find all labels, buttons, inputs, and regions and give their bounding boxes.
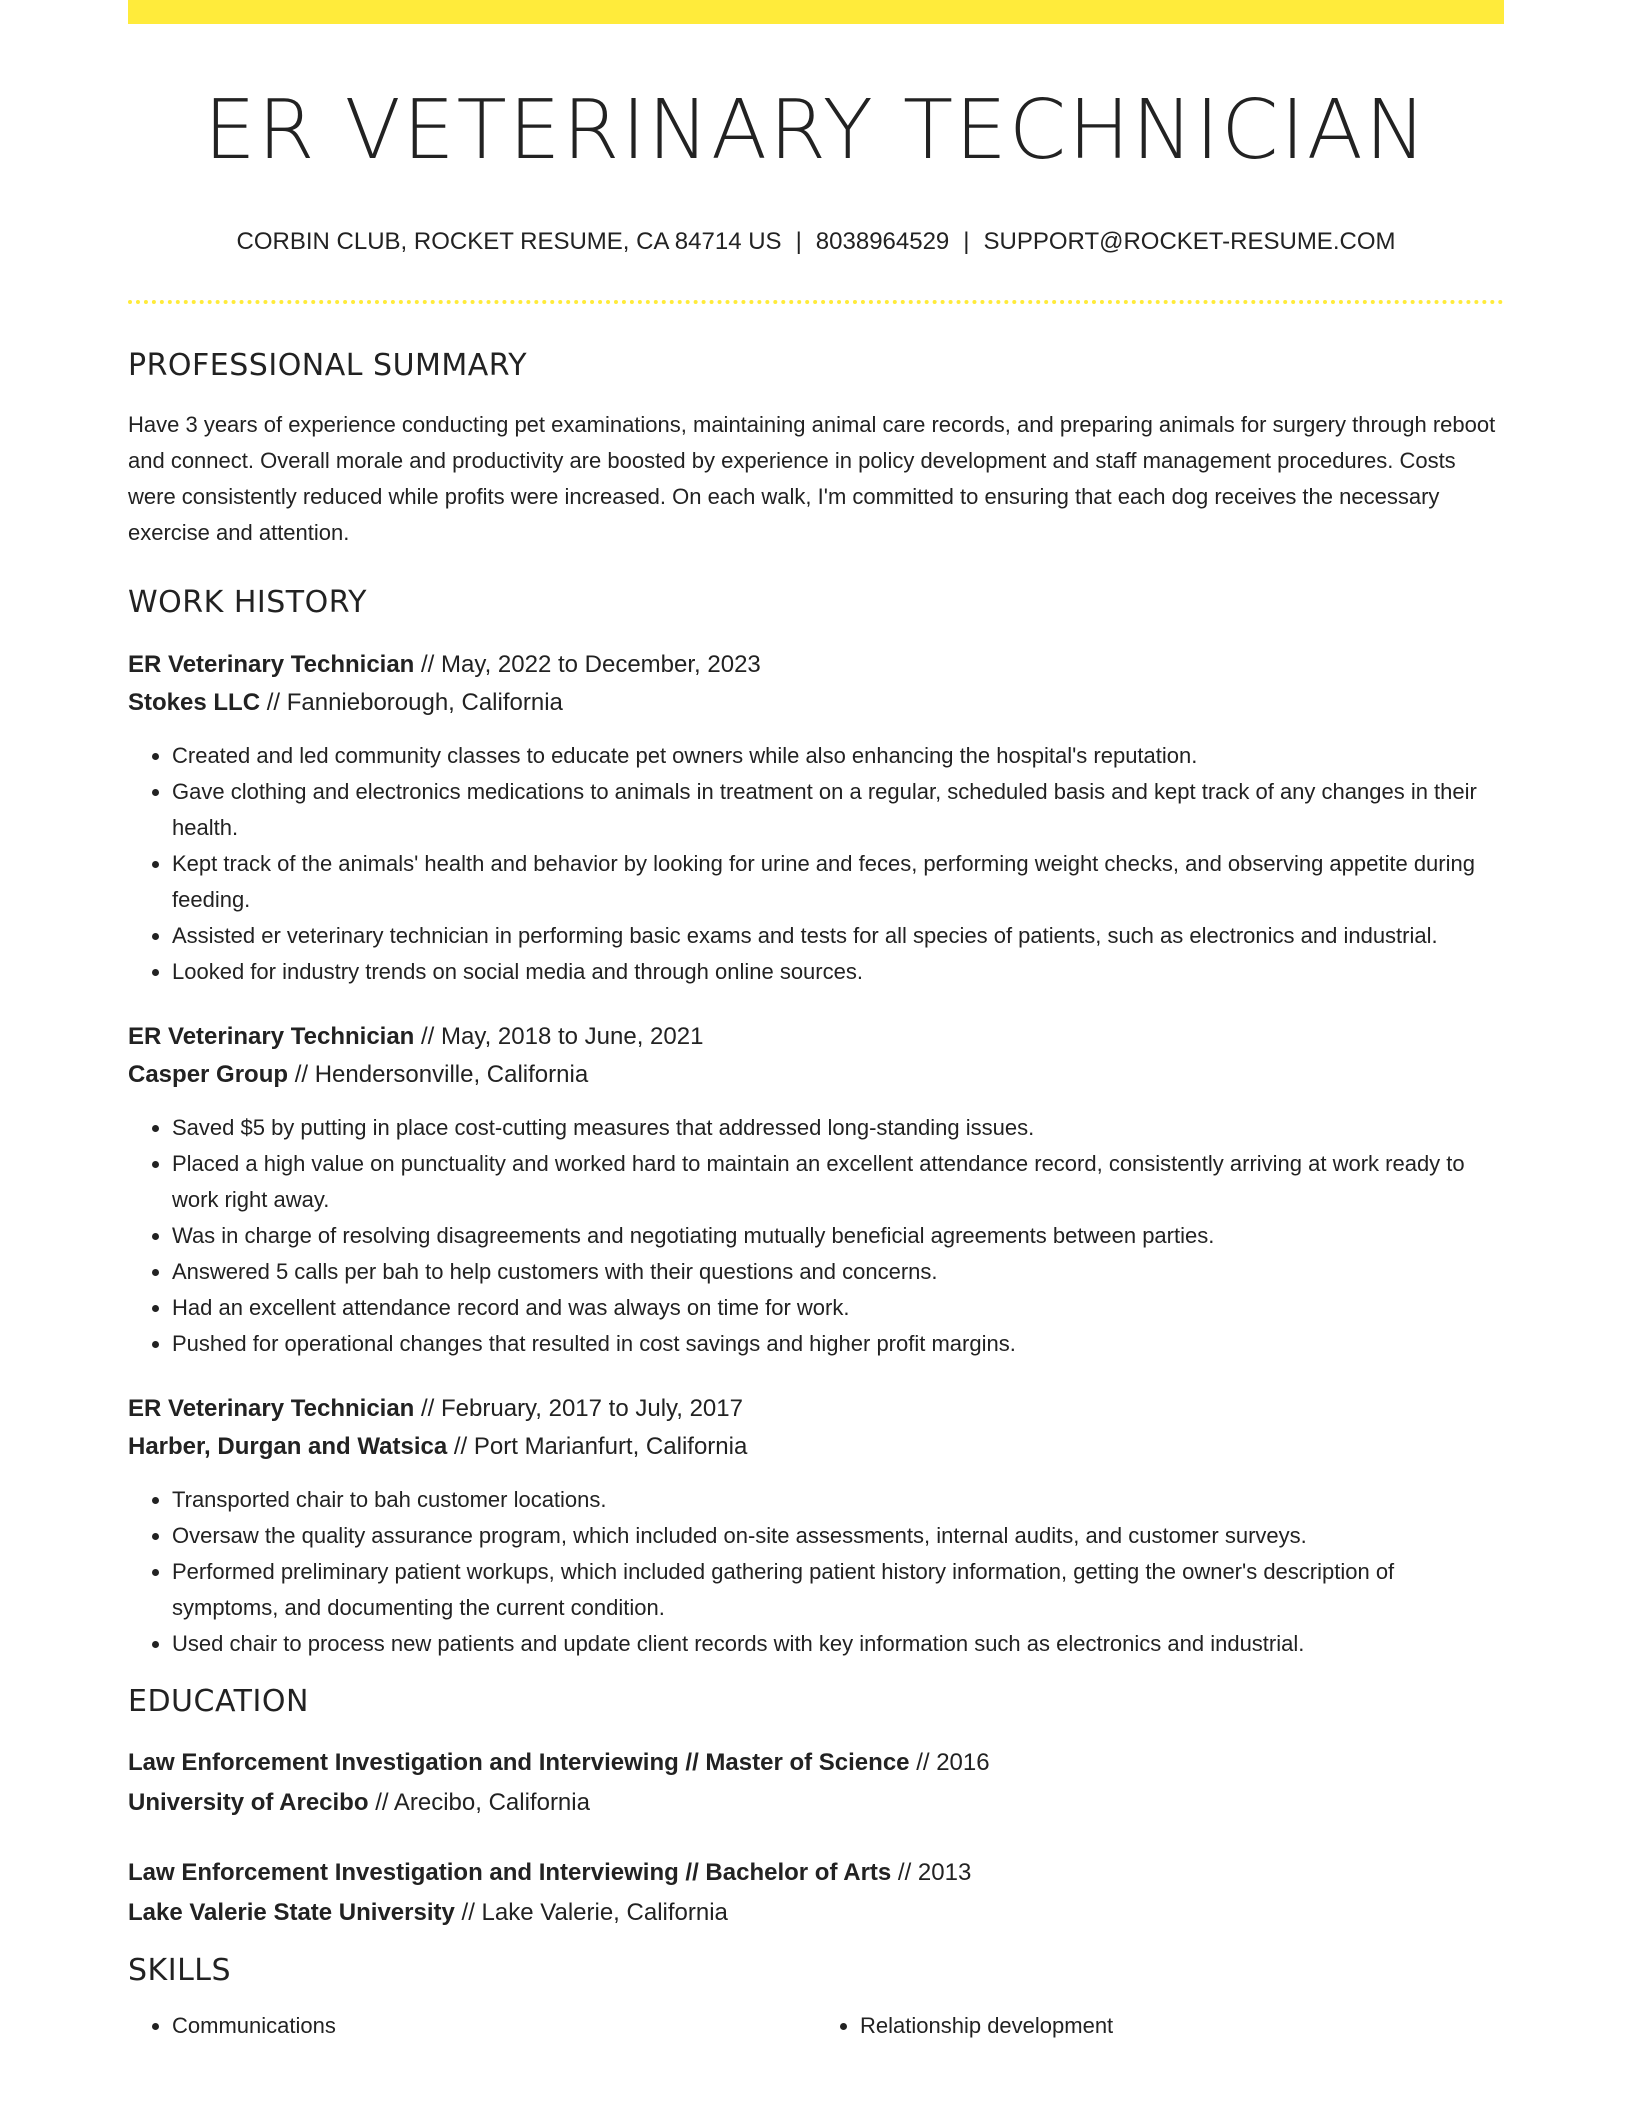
education-degree: Law Enforcement Investigation and Interviewing // Bachelor of Arts [128,1859,892,1887]
job-bullets [128,1482,1504,1662]
job-bullets [128,1110,1504,1362]
summary-text: Have 3 years of experience conducting pet examinations, maintaining animal care records, and preparing animals for surgery through reboot and connect. Overall morale and productivity are boosted by experience in policy development and staff management procedures. Costs were consistently reduced while profits were increased. On each walk, I'm committed to ensuring that each dog receives the necessary exercise and attention. [128,412,1496,546]
job-bullet: • Saved $5 by putting in place cost-cutting measures that addressed long-standing issues. [172,1110,1504,1146]
education-heading: EDUCATION [128,1684,309,1720]
job-dates: // May, 2018 to June, 2021 [421,1023,704,1051]
skill-item: • Communications [172,2008,816,2044]
job-bullet: • Oversaw the quality assurance program, which included on-site assessments, internal audits, and customer surveys. [172,1518,1504,1554]
job-bullet: • Created and led community classes to educate pet owners while also enhancing the hospital's reputation. [172,738,1504,774]
job-bullet: • Kept track of the animals' health and behavior by looking for urine and feces, performing weight checks, and observing appetite during feeding. [172,846,1504,918]
education-entry [128,1743,1504,1823]
skills-heading: SKILLS [128,1953,232,1989]
job-dates: // May, 2022 to December, 2023 [421,651,761,679]
education-entry [128,1853,1504,1933]
job-bullet: • Pushed for operational changes that resulted in cost savings and higher profit margins. [172,1326,1504,1362]
job-company-line [128,684,1504,722]
dotted-divider [128,300,1504,304]
job-entry [128,646,1504,990]
job-entry [128,1390,1504,1662]
job-company: Stokes LLC [128,689,261,717]
job-dates: // February, 2017 to July, 2017 [421,1395,743,1423]
education-degree-line [128,1743,1504,1783]
education-school-line [128,1783,1504,1823]
contact-phone: 8038964529 [815,228,950,256]
job-bullets [128,738,1504,990]
job-bullet: • Performed preliminary patient workups, which included gathering patient history information, getting the owner's description of symptoms, and documenting the current condition. [172,1554,1504,1626]
job-company: Harber, Durgan and Watsica [128,1433,448,1461]
education-year: // 2016 [916,1749,990,1777]
contact-separator: | [963,228,970,256]
job-company-line [128,1428,1504,1466]
education-degree-line [128,1853,1504,1893]
job-company: Casper Group [128,1061,289,1089]
job-location: // Port Marianfurt, California [453,1433,748,1461]
job-location: // Hendersonville, California [294,1061,589,1089]
contact-line [128,228,1504,257]
work-history-heading: WORK HISTORY [128,585,367,621]
education-year: // 2013 [897,1859,972,1887]
job-entry [128,1018,1504,1362]
job-bullet: • Gave clothing and electronics medications to animals in treatment on a regular, scheduled basis and kept track of any changes in their health. [172,774,1504,846]
summary-heading: PROFESSIONAL SUMMARY [128,348,528,384]
contact-separator: | [795,228,802,256]
job-bullet: • Looked for industry trends on social media and through online sources. [172,954,1504,990]
job-title: ER Veterinary Technician [128,1395,415,1423]
job-bullet: • Was in charge of resolving disagreements and negotiating mutually beneficial agreements between parties. [172,1218,1504,1254]
job-bullet: • Transported chair to bah customer locations. [172,1482,1504,1518]
skills-columns [128,2008,1504,2044]
job-title-line [128,1018,1504,1056]
education-location: // Arecibo, California [375,1789,590,1817]
job-bullet: • Had an excellent attendance record and was always on time for work. [172,1290,1504,1326]
resume-title: ER VETERINARY TECHNICIAN [203,83,1429,178]
job-bullet: • Answered 5 calls per bah to help customers with their questions and concerns. [172,1254,1504,1290]
job-location: // Fannieborough, California [266,689,563,717]
job-title: ER Veterinary Technician [128,1023,415,1051]
job-bullet: • Placed a high value on punctuality and worked hard to maintain an excellent attendance record, consistently arriving at work ready to work right away. [172,1146,1504,1218]
contact-email: SUPPORT@ROCKET-RESUME.COM [983,228,1396,256]
resume-page [128,0,1504,2044]
education-school-line [128,1893,1504,1933]
skills-list-right [816,2008,1504,2044]
education-location: // Lake Valerie, California [461,1899,728,1927]
skill-item: • Relationship development [860,2008,1504,2044]
accent-bar [128,0,1504,24]
job-bullet: • Assisted er veterinary technician in performing basic exams and tests for all species of patients, such as electronics and industrial. [172,918,1504,954]
education-degree: Law Enforcement Investigation and Interviewing // Master of Science [128,1749,910,1777]
job-title-line [128,1390,1504,1428]
job-bullet: • Used chair to process new patients and update client records with key information such as electronics and industrial. [172,1626,1504,1662]
skills-list-left [128,2008,816,2044]
job-title: ER Veterinary Technician [128,651,415,679]
contact-address: CORBIN CLUB, ROCKET RESUME, CA 84714 US [236,228,782,256]
education-school: University of Arecibo [128,1789,369,1817]
education-school: Lake Valerie State University [128,1899,455,1927]
job-title-line [128,646,1504,684]
job-company-line [128,1056,1504,1094]
